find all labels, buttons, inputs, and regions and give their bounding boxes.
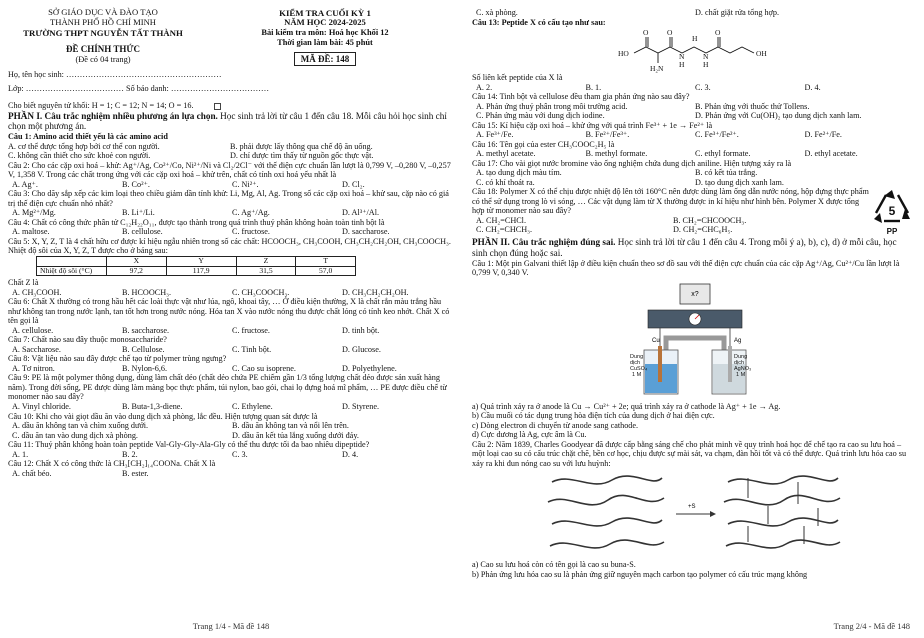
q10-option-a: A. dầu ăn không tan và chìm xuống dưới. xyxy=(12,421,149,431)
question-18-block xyxy=(472,187,914,237)
exam-header xyxy=(8,8,452,66)
question-13: Câu 13: Peptide X có cấu tạo như sau: xyxy=(472,17,606,27)
raw-rubber-chains xyxy=(548,476,664,548)
q17-option-d: D. tạo dung dịch xanh lam. xyxy=(695,177,784,187)
q2-option-d: D. Cl₂. xyxy=(342,179,365,189)
q1-options-row1 xyxy=(8,142,452,152)
q17-option-b: B. có kết tủa trắng. xyxy=(695,168,758,178)
q4-option-d: D. saccharose. xyxy=(342,227,390,237)
atomic-mass-note xyxy=(8,101,452,111)
q10-option-c: C. dầu ăn tan vào dung dịch xà phòng. xyxy=(12,430,138,440)
q15-option-b: B. Fe²⁺/Fe³⁺. xyxy=(585,130,630,140)
class-line: Lớp: ……………………………… Số báo danh: ……………………………… xyxy=(8,83,270,93)
q13-option-a: A. 2. xyxy=(476,82,493,92)
table-header-cell: Z xyxy=(236,256,296,266)
q10-options-row2 xyxy=(8,431,452,441)
page-footer: Trang 1/4 - Mã đề 148 xyxy=(192,621,270,632)
atom-o1: O xyxy=(643,28,649,38)
q9-option-a: A. Vinyl chloride. xyxy=(12,402,71,411)
q9-option-d: D. Styrene. xyxy=(342,402,380,411)
q12-options xyxy=(8,469,452,479)
q15-option-a: A. Fe³⁺/Fe. xyxy=(476,130,514,140)
question-13-end: Số liên kết peptide của X là xyxy=(472,73,563,83)
q16-option-a: A. methyl acetate. xyxy=(476,149,536,159)
q12-options-cont xyxy=(472,8,914,18)
q4-option-b: B. cellulose. xyxy=(122,227,163,237)
q9-option-b: B. Buta-1,3-diene. xyxy=(122,402,183,411)
question-16: Câu 16: Tên gọi của ester CH₃COOC₂H₅ là xyxy=(472,139,615,149)
peptide-atoms xyxy=(618,28,767,73)
exam-title: KIỂM TRA CUỐI KỲ 1 xyxy=(279,8,371,18)
q4-options xyxy=(8,227,452,237)
time-line: Thời gian làm bài: 45 phút xyxy=(277,37,373,47)
q14-option-c: C. Phản ứng màu với dung dịch iodine. xyxy=(476,111,605,121)
q11-option-c: C. 3. xyxy=(232,449,248,459)
q18-option-c: C. CH₂=CHCH₃. xyxy=(476,225,533,235)
part1-heading xyxy=(8,111,452,132)
q10-options-row1 xyxy=(8,421,452,431)
question-7: Câu 7: Chất nào sau đây thuộc monosaccharide? xyxy=(8,335,167,345)
table-cell: 117,9 xyxy=(166,266,236,276)
q14-option-d: D. Phản ứng với Cu(OH)₂ tạo dung dịch xanh lam. xyxy=(695,111,862,121)
ag-sol-line: AgNO₃ xyxy=(734,365,752,372)
q17-option-c: C. có khí thoát ra. xyxy=(476,177,535,187)
p2q1-statement-a: a) Quá trình xảy ra ở anode là Cu → Cu²⁺ + 2e; quá trình xảy ra ở cathode là Ag⁺ + 1e → Ag. xyxy=(472,401,781,411)
arrow-head-icon xyxy=(710,511,716,517)
city-name: THÀNH PHỐ HỒ CHÍ MINH xyxy=(50,16,156,27)
q4-option-c: C. fructose. xyxy=(232,227,270,237)
q9-option-c: C. Ethylene. xyxy=(232,402,273,411)
question-18-content xyxy=(472,187,870,237)
p2q1-statement-b: b) Cầu muối có tác dụng trung hòa điện tích của dung dịch ở hai điện cực. xyxy=(472,411,715,421)
q8-option-a: A. Tơ nitron. xyxy=(12,363,55,373)
exam-code: MÃ ĐỀ: 148 xyxy=(294,52,357,66)
header-right xyxy=(198,8,452,66)
atom-h2n: H₂N xyxy=(650,64,664,74)
p2q1-statement-c: c) Dòng electron di chuyển từ anode sang cathode. xyxy=(472,420,639,430)
q12-option-c: C. xà phòng. xyxy=(476,8,518,17)
cu-sol-line: 1 M xyxy=(632,371,642,378)
p2q2-statement-a: a) Cao su lưu hoá còn có tên gọi là cao su buna-S. xyxy=(472,560,636,570)
q14-option-b: B. Phản ứng với thuốc thử Tollens. xyxy=(695,101,810,111)
question-10: Câu 10: Khi cho vài giọt dầu ăn vào dung dịch xà phòng, lắc đều. Hiện tượng quan sát được là xyxy=(8,411,318,421)
q6-options xyxy=(8,326,452,336)
q7-option-a: A. Saccharose. xyxy=(12,344,61,354)
p2q2-statement-b: b) Phản ứng lưu hóa cao su là phản ứng giữ nguyên mạch carbon tạo polymer có cấu trúc mạng không xyxy=(472,569,808,579)
cu-sol-line: dịch xyxy=(630,359,641,366)
part2-heading xyxy=(472,237,914,258)
question-12: Câu 12: Chất X có công thức là CH₃[CH₂]₁₄COONa. Chất X là xyxy=(8,459,216,469)
q7-option-b: B. Cellulose. xyxy=(122,344,165,354)
q13-option-d: D. 4. xyxy=(804,82,821,92)
q8-option-b: B. Nylon-6,6. xyxy=(122,363,168,373)
table-row xyxy=(37,266,356,276)
student-name-line: Họ, tên học sinh: ………………………………………………… xyxy=(8,70,222,80)
q8-option-c: C. Cao su isoprene. xyxy=(232,363,296,373)
table-cell: 57,0 xyxy=(296,266,356,276)
cu-sol-line: CuSO₄ xyxy=(630,365,648,372)
galvanic-cell-diagram xyxy=(630,282,760,398)
q16-option-c: C. ethyl formate. xyxy=(695,149,751,159)
question-11: Câu 11: Thuỷ phân không hoàn toàn peptide Val-Gly-Gly-Ala-Gly có thể thu được tối đa bao nhiêu dipeptide? xyxy=(8,440,370,450)
part1-desc: Học sinh trả lời từ câu 1 đến câu 18. Mỗi câu hỏi học sinh chỉ chọn một phương án. xyxy=(8,110,447,132)
question-3: Câu 3: Cho dãy sắp xếp các kim loại theo chiều giảm dần tính khử: Li, Mg, Al, Ag. Trong số các cặp oxi hoá – khử sau, cặp nào có giá trị thế điện cực chuẩn nhỏ nhất? xyxy=(8,189,449,208)
q5-option-b: B. HCOOCH₃. xyxy=(122,287,172,297)
peptide-structure-diagram xyxy=(612,27,792,73)
table-row-label: Nhiệt độ sôi (°C) xyxy=(37,266,107,276)
q18-option-a: A. CH₂=CHCl. xyxy=(476,215,527,225)
school-name: TRƯỜNG THPT NGUYỄN TẤT THÀNH xyxy=(23,27,183,38)
question-8: Câu 8: Vật liệu nào sau đây được chế tạo từ polymer trùng ngưng? xyxy=(8,354,227,364)
q16-option-d: D. ethyl acetate. xyxy=(804,149,858,159)
q14-options-row2 xyxy=(472,111,914,121)
q18-options-row2 xyxy=(472,225,870,235)
q18-options-row1 xyxy=(472,216,870,226)
q17-options-row2 xyxy=(472,178,914,188)
department-name: SỞ GIÁO DỤC VÀ ĐÀO TẠO xyxy=(48,7,158,17)
q1-option-b: B. phải được lấy thông qua chế độ ăn uống. xyxy=(230,141,373,151)
question-1: Câu 1: Amino acid thiết yếu là các amino acid xyxy=(8,132,168,141)
q11-option-a: A. 1. xyxy=(12,449,29,459)
question-17: Câu 17: Cho vài giọt nước bromine vào ống nghiệm chứa dung dịch aniline. Hiện tượng xảy ra là xyxy=(472,158,792,168)
q18-option-d: D. CH₂=CHC₆H₅. xyxy=(673,225,733,235)
atom-n2: N xyxy=(703,52,709,62)
cu-electrode xyxy=(658,346,662,382)
q6-option-b: B. saccharose. xyxy=(122,325,170,335)
q13-option-c: C. 3. xyxy=(695,82,711,92)
atom-h3: H xyxy=(703,60,709,70)
q3-option-b: B. Li⁺/Li. xyxy=(122,208,155,218)
q11-options xyxy=(8,450,452,460)
q1-option-c: C. không cần thiết cho sức khoẻ con người. xyxy=(8,151,151,161)
recycle-number: 5 xyxy=(888,204,896,219)
table-header-cell: T xyxy=(296,256,356,266)
ag-sol-line: Dung xyxy=(734,353,748,360)
part2-desc: Học sinh trả lời từ câu 1 đến câu 4. Trong mỗi ý a), b), c), d) ở mỗi câu, học sinh chọn đúng hoặc sai. xyxy=(472,237,897,258)
atom-oh: OH xyxy=(756,49,767,59)
table-header-cell: X xyxy=(107,256,167,266)
q6-option-d: D. tinh bột. xyxy=(342,325,380,335)
official-label: ĐỀ CHÍNH THỨC xyxy=(65,44,140,55)
question-6: Câu 6: Chất X thường có trong hầu hết các loài thực vật như lúa, ngô, khoai tây, … Ở điều kiện thường, X là chất rắn màu trắng hầu như không tan trong nước lạnh, tan tốt hơn trong nước nóng. Hóa tan X vào nước nóng thu được chất lỏng có tính keo nhớt. Chất X có tên gọi là xyxy=(8,297,450,326)
q13-option-b: B. 1. xyxy=(585,82,602,92)
q18-option-b: B. CH₂=CHCOOCH₃. xyxy=(673,215,747,225)
atom-h2: H xyxy=(692,34,698,44)
q7-option-c: C. Tinh bột. xyxy=(232,344,272,354)
question-5-end: Chất Z là xyxy=(8,278,39,288)
q12-option-b: B. ester. xyxy=(122,468,149,478)
checkbox-icon xyxy=(214,103,221,110)
question-4: Câu 4: Chất có công thức phân tử C₁₂H₂₂O₁₁, được tạo thành trong quá trình thuỷ phân không hoàn toàn tinh bột là xyxy=(8,217,385,227)
question-18: Câu 18: Polymer X có thể chịu được nhiệt độ lên tới 160°C nên được dùng làm ống dẫn nước nóng, hộp đựng thực phẩm có thể sử dụng trong lò vi sóng, … Các vật dụng làm từ X thường được in kí hiệu như hình bên. Polymer X được tổng hợp từ monomer nào sau đây? xyxy=(472,187,869,216)
q14-options-row1 xyxy=(472,102,914,112)
question-2: Câu 2: Cho các cặp oxi hoá – khử: Ag⁺/Ag, Co²⁺/Co, Ni²⁺/Ni và Cl₂/2Cl⁻ với thế điện cực chuẩn lần lượt là 0,799 V, –0,280 V, –0,257 V, 1,358 V. Trong các chất trong ứng với các cặp oxi hoá – khử trên, chất có tính oxi hoá yếu nhất là xyxy=(8,160,451,180)
atom-o2: O xyxy=(667,28,673,38)
vulcanized-rubber-chains xyxy=(724,476,840,548)
q1-option-a: A. cơ thể được tổng hợp bởi cơ thể con người. xyxy=(8,141,160,151)
question-9: Câu 9: PE là một polymer thông dụng, dùng làm chất dẻo (chất dẻo chứa PE chiếm gần 1/3 tổng lượng chất dẻo được sản xuất hàng năm). Trong đời sống, PE được dùng làm màng bọc thực phẩm, túi nylon, bao gói, chai lọ đựng hoá mĩ phẩm, … PE được điều chế từ monomer nào sau đây? xyxy=(8,373,447,402)
q11-option-d: D. 4. xyxy=(342,449,359,459)
question-5: Câu 5: X, Y, Z, T là 4 chất hữu cơ được kí hiệu ngẫu nhiên trong số các chất: HCOOCH₃, CH₃COOH, CH₃CH₂CH₂OH, CH₃COOCH₃. Nhiệt độ sôi của X, Y, Z, T được cho ở bảng sau: xyxy=(8,236,451,256)
question-14: Câu 14: Tinh bột và cellulose đều tham gia phản ứng nào sau đây? xyxy=(472,92,690,102)
atom-h1: H xyxy=(679,60,685,70)
q1-options-row2 xyxy=(8,151,452,161)
q7-options xyxy=(8,345,452,355)
exam-page-2 xyxy=(462,0,924,638)
q1-option-d: D. chỉ được tìm thấy từ nguồn gốc thực vật. xyxy=(230,151,374,161)
q14-option-a: A. Phản ứng thuỷ phân trong môi trường acid. xyxy=(476,101,628,111)
atom-n1: N xyxy=(679,52,685,62)
q12-options-spacer xyxy=(232,469,452,479)
q12-option-d: D. chất giặt rửa tổng hợp. xyxy=(695,8,780,17)
sulfur-bridges xyxy=(748,478,818,544)
q2-option-c: C. Ni²⁺. xyxy=(232,179,259,189)
ag-sol-line: 1 M xyxy=(736,371,746,378)
boiling-point-table xyxy=(36,256,356,277)
table-header-cell: Y xyxy=(166,256,236,266)
table-row xyxy=(37,256,356,266)
voltmeter-label: x? xyxy=(691,290,699,298)
school-year: NĂM HỌC 2024-2025 xyxy=(284,17,366,28)
recycle-label: PP xyxy=(886,227,898,237)
vulcanization-diagram xyxy=(542,470,842,558)
q15-option-d: D. Fe²⁺/Fe. xyxy=(804,130,842,140)
q2-options xyxy=(8,180,452,190)
part2-question-1: Câu 1: Một pin Galvani thiết lập ở điều kiện chuẩn theo sơ đồ sau với thế điện cực chuẩn của các cặp Ag⁺/Ag, Cu²⁺/Cu lần lượt là 0,799 V, 0,340 V. xyxy=(472,258,900,278)
table-cell: 97,2 xyxy=(107,266,167,276)
q3-option-c: C. Ag⁺/Ag. xyxy=(232,208,270,218)
q12-option-a: A. chất béo. xyxy=(12,468,52,478)
ag-label: Ag xyxy=(734,337,742,344)
q10-option-d: D. dầu ăn kết tủa lắng xuống dưới đáy. xyxy=(232,430,359,440)
q8-options xyxy=(8,364,452,374)
q17-options-row1 xyxy=(472,168,914,178)
q2-option-a: A. Ag⁺. xyxy=(12,179,38,189)
ag-solution-labels xyxy=(734,354,751,378)
recycle-pp-icon xyxy=(870,187,914,237)
part2-question-2: Câu 2: Năm 1839, Charles Goodyear đã được cấp bằng sáng chế cho phát minh về quy trình hoá học để chế tạo ra cao su lưu hoá – một loại cao su có cấu trúc chặt chẽ, bền cơ học, chịu được sự mài sát, va chạm, đàn hồi tốt và có thể được. Quá trình lưu hóa cao su xảy ra khi đun nóng cao su với lưu huỳnh: xyxy=(472,439,907,468)
q13-options xyxy=(472,83,914,93)
q9-options xyxy=(8,402,452,412)
q3-option-a: A. Mg²⁺/Mg. xyxy=(12,208,56,218)
part1-title: PHẦN I. Câu trắc nghiệm nhiều phương án lựa chọn. xyxy=(8,110,218,121)
q15-option-c: C. Fe³⁺/Fe²⁺. xyxy=(695,130,739,140)
atom-o3: O xyxy=(715,28,721,38)
cu-label: Cu xyxy=(652,337,660,344)
q15-options xyxy=(472,130,914,140)
p2q1-statement-d: d) Cực dương là Ag, cực âm là Cu. xyxy=(472,430,587,440)
page-footer: Trang 2/4 - Mã đề 148 xyxy=(833,621,910,632)
part2-title: PHẦN II. Câu trắc nghiệm đúng sai. xyxy=(472,237,616,248)
q16-options xyxy=(472,149,914,159)
q6-option-c: C. fructose. xyxy=(232,325,270,335)
page-count: (Đề có 04 trang) xyxy=(75,54,131,64)
q16-option-b: B. methyl formate. xyxy=(585,149,648,159)
q7-option-d: D. Glucose. xyxy=(342,344,381,354)
q11-option-b: B. 2. xyxy=(122,449,138,459)
q3-options xyxy=(8,208,452,218)
arrow-label: +S xyxy=(688,504,696,511)
q5-option-a: A. CH₃COOH. xyxy=(12,287,62,297)
q10-option-b: B. dầu ăn không tan và nổi lên trên. xyxy=(232,421,349,431)
q8-option-d: D. Polyethylene. xyxy=(342,363,397,373)
ag-electrode xyxy=(728,346,732,382)
q5-option-c: C. CH₃COOCH₃. xyxy=(232,287,290,297)
subject-line: Bài kiểm tra môn: Hoá học Khối 12 xyxy=(261,28,389,38)
table-header-cell xyxy=(37,256,107,266)
q2-option-b: B. Co²⁺. xyxy=(122,179,150,189)
q3-option-d: D. Al³⁺/Al. xyxy=(342,208,380,218)
cu-sol-line: Dung xyxy=(630,353,644,360)
atomic-mass-text: Cho biết nguyên tử khối: H = 1; C = 12; N = 14; O = 16. xyxy=(8,101,194,111)
atom-ho: HO xyxy=(618,49,629,59)
q4-option-a: A. maltose. xyxy=(12,227,50,237)
header-left xyxy=(8,8,198,66)
q5-option-d: D. CH₃CH₂CH₂OH. xyxy=(342,287,409,297)
ag-sol-line: dịch xyxy=(734,359,745,366)
question-15: Câu 15: Kí hiệu cặp oxi hoá – khử ứng với quá trình Fe³⁺ + 1e → Fe²⁺ là xyxy=(472,120,713,130)
q5-options xyxy=(8,288,452,298)
q6-option-a: A. cellulose. xyxy=(12,325,54,335)
q17-option-a: A. tạo dung dịch màu tím. xyxy=(476,168,562,178)
table-cell: 31,5 xyxy=(236,266,296,276)
